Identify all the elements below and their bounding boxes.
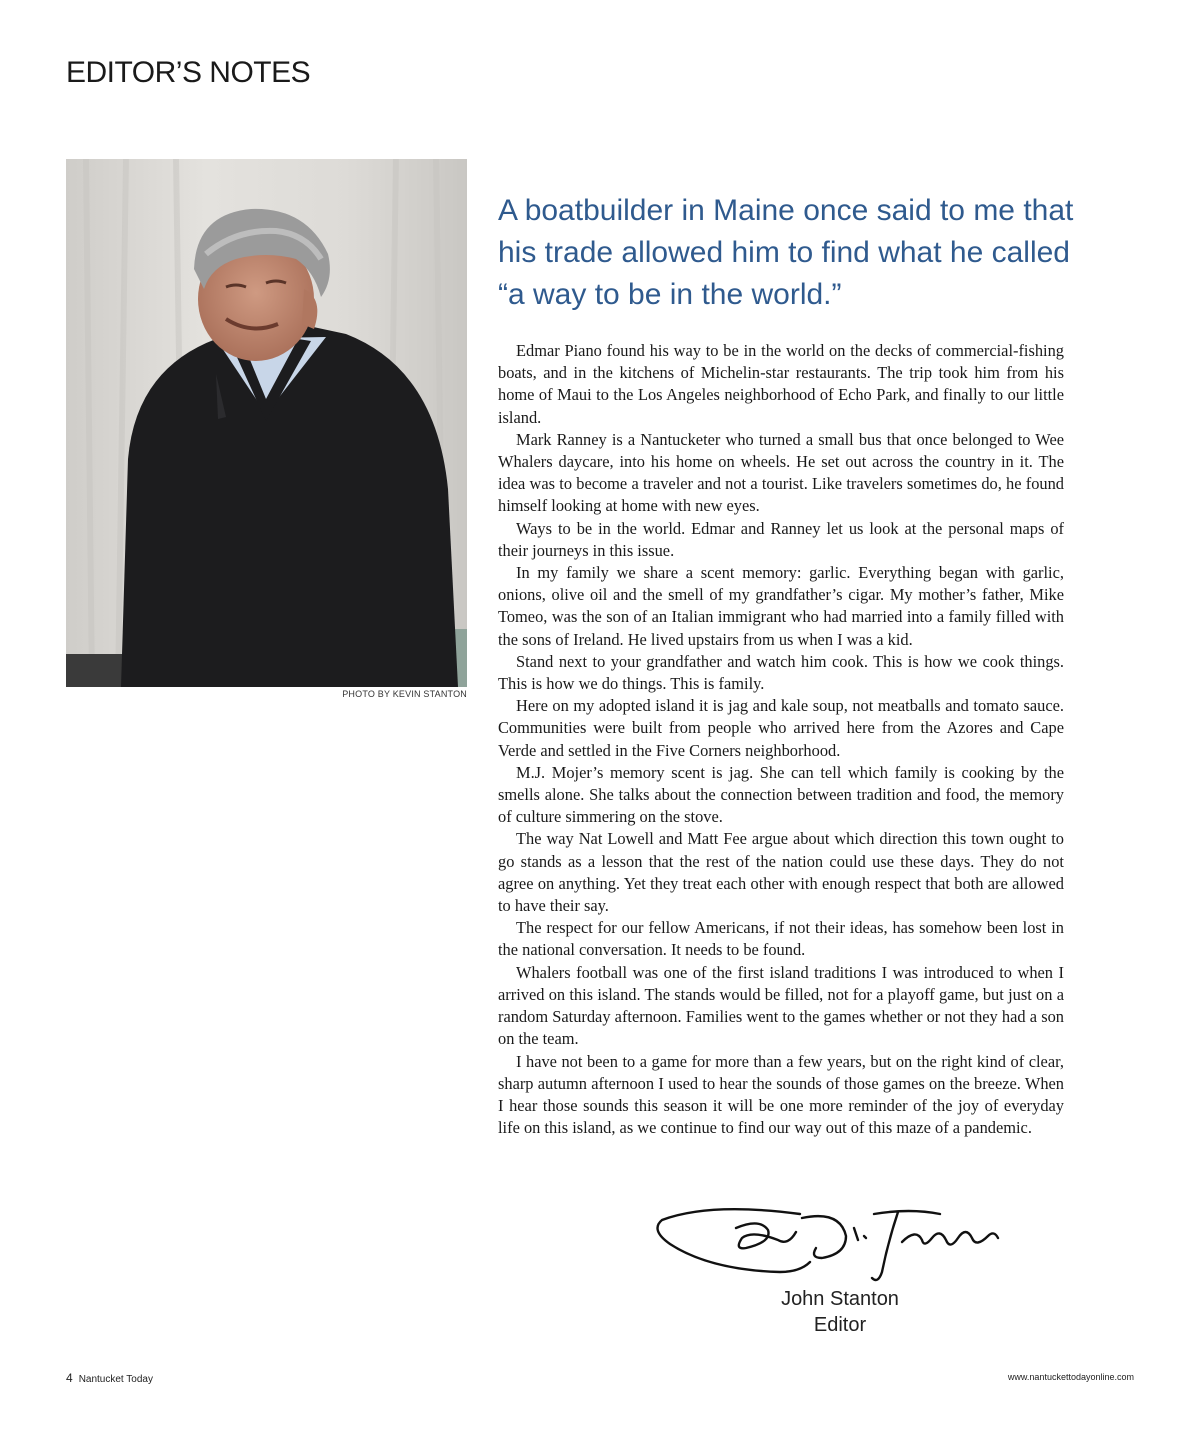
body-paragraph: The way Nat Lowell and Matt Fee argue about which direction this town ought to go stands as a lesson that the rest of the nation could use these days. They do not agree on anything. Yet they treat each other with enough respect that both are allowed to have their say.: [498, 829, 1064, 916]
pull-quote: A boatbuilder in Maine once said to me that his trade allowed him to find what he called “a way to be in the world.”: [498, 194, 1074, 311]
body-paragraph: In my family we share a scent memory: garlic. Everything began with garlic, onions, olive oil and the smell of my grandfather’s cigar. My mother’s father, Mike Tomeo, was the son of an Italian immigrant who had married into a family filled with the sons of Ireland. He lived upstairs from us when I was a kid.: [498, 563, 1064, 649]
body-paragraph: Here on my adopted island it is jag and kale soup, not meatballs and tomato sauce. Communities were built from people who arrived here from the Azores and Cape Verde and settled in the Five Corners neighborhood.: [498, 696, 1064, 760]
signer-role: Editor: [813, 1314, 867, 1336]
page-number: 4: [66, 1371, 73, 1385]
photo-credit: PHOTO BY KEVIN STANTON: [342, 689, 467, 699]
signer-name: John Stanton: [781, 1288, 899, 1310]
body-paragraph: Edmar Piano found his way to be in the world on the decks of commercial-fishing boats, and in the kitchens of Michelin-star restaurants. The trip took him from his home of Maui to the Los Angeles neighborhood of Echo Park, and finally to our little island.: [498, 341, 1064, 427]
footer-publication: [66, 1371, 153, 1385]
article-body: [498, 340, 1064, 1139]
section-title: EDITOR’S NOTES: [66, 56, 311, 89]
editor-photo: [66, 159, 467, 687]
editor-signature: [650, 1192, 1010, 1287]
footer-website: www.nantuckettodayonline.com: [1007, 1372, 1134, 1382]
body-paragraph: Ways to be in the world. Edmar and Ranney let us look at the personal maps of their journeys in this issue.: [498, 518, 1064, 560]
body-paragraph: Mark Ranney is a Nantucketer who turned a small bus that once belonged to Wee Whalers daycare, into his home on wheels. He set out across the country in it. The idea was to become a traveler and not a tourist. Like travelers sometimes do, he found himself looking at home with new eyes.: [498, 429, 1064, 516]
body-paragraph: Whalers football was one of the first island traditions I was introduced to when I arrived on this island. The stands would be filled, not for a playoff game, but just on a random Saturday afternoon. Families went to the games whether or not they had a son on the team.: [498, 962, 1064, 1049]
body-paragraph: M.J. Mojer’s memory scent is jag. She can tell which family is cooking by the smells alone. She talks about the connection between tradition and food, the memory of culture simmering on the stove.: [498, 762, 1064, 827]
body-paragraph: The respect for our fellow Americans, if not their ideas, has somehow been lost in the national conversation. It needs to be found.: [498, 918, 1064, 960]
body-paragraph: I have not been to a game for more than a few years, but on the right kind of clear, sharp autumn afternoon I used to hear the sounds of those games on the breeze. When I hear those sounds this season it will be one more reminder of the joy of everyday life on this island, as we continue to find our way out of this maze of a pandemic.: [498, 1051, 1064, 1138]
body-paragraph: Stand next to your grandfather and watch him cook. This is how we cook things. This is how we do things. This is family.: [498, 651, 1064, 694]
publication-name: Nantucket Today: [78, 1374, 153, 1385]
